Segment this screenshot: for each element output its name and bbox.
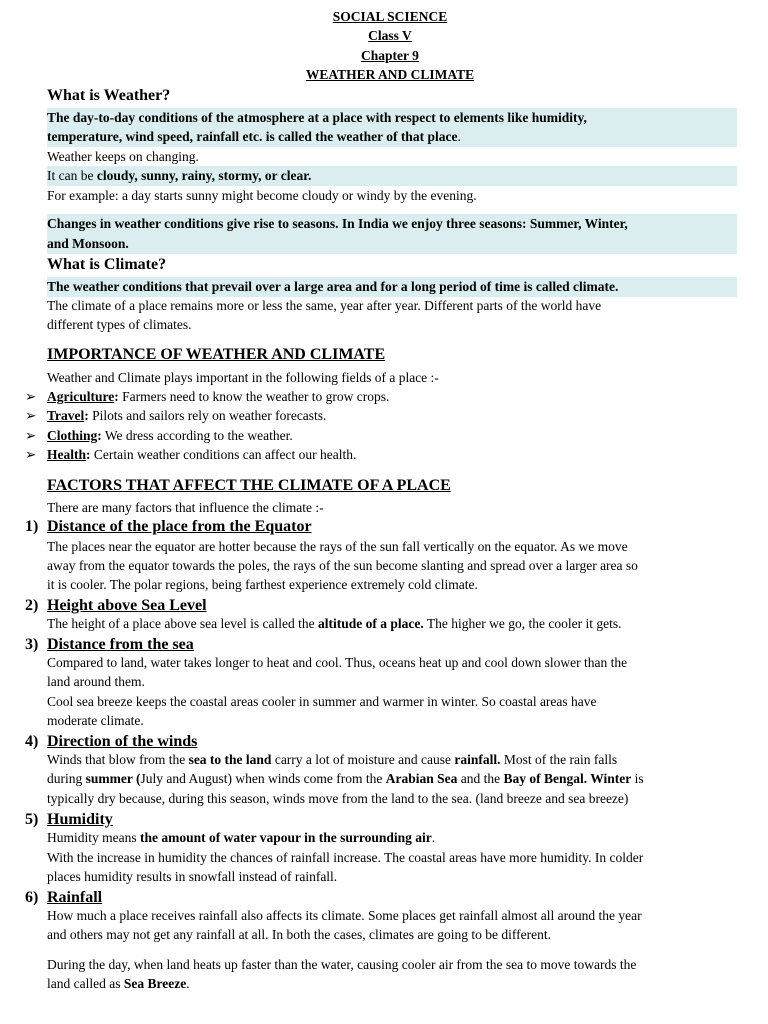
importance-item-agriculture: ➢ Agriculture: Farmers need to know the weather to grow crops. <box>25 387 389 407</box>
factors-heading: FACTORS THAT AFFECT THE CLIMATE OF A PLACE <box>47 477 451 494</box>
sea-breeze-line1: During the day, when land heats up faster than the water, causing cooler air from the sea to move towards the <box>47 957 637 972</box>
climate-desc-line2: different types of climates. <box>47 317 192 332</box>
arrow-bullet-icon: ➢ <box>25 389 37 404</box>
factor-1-heading: 1) Distance of the place from the Equator <box>25 518 312 535</box>
factor-5-heading: 5) Humidity <box>25 811 113 828</box>
arrow-bullet-icon: ➢ <box>25 428 37 443</box>
factor-5-line3: places humidity results in snowfall instead of rainfall. <box>47 869 338 884</box>
factor-2-text: The height of a place above sea level is called the altitude of a place. The higher we go, the cooler it gets. <box>47 616 622 631</box>
chapter-heading: Chapter 9 <box>361 48 419 63</box>
weather-heading: What is Weather? <box>47 87 171 104</box>
factor-2-heading: 2) Height above Sea Level <box>25 597 207 614</box>
factor-6-line2: and others may not get any rainfall at all. In both the cases, climates are going to be different. <box>47 927 551 942</box>
factor-4-heading: 4) Direction of the winds <box>25 733 198 750</box>
factor-3-line2: land around them. <box>47 674 145 689</box>
factor-3-line3: Cool sea breeze keeps the coastal areas cooler in summer and warmer in winter. So coastal areas have <box>47 694 597 709</box>
importance-heading: IMPORTANCE OF WEATHER AND CLIMATE <box>47 346 386 363</box>
weather-definition-line1: The day-to-day conditions of the atmosphere at a place with respect to elements like humidity, <box>47 108 737 128</box>
factor-6-heading: 6) Rainfall <box>25 889 103 906</box>
weather-types: It can be cloudy, sunny, rainy, stormy, or clear. <box>47 166 737 186</box>
factor-4-line3: typically dry because, during this season, winds move from the land to the sea. (land breeze and sea breeze) <box>47 791 629 806</box>
climate-definition: The weather conditions that prevail over a large area and for a long period of time is called climate. <box>47 277 737 297</box>
factor-5-line2: With the increase in humidity the chances of rainfall increase. The coastal areas have more humidity. In colder <box>47 850 644 865</box>
factor-1-line1: The places near the equator are hotter because the rays of the sun fall vertically on the equator. As we move <box>47 539 628 554</box>
importance-item-travel: ➢ Travel: Pilots and sailors rely on weather forecasts. <box>25 406 326 426</box>
factor-1-line2: away from the equator towards the poles, the rays of the sun become slanting and spread over a larger area so <box>47 558 638 573</box>
climate-desc-line1: The climate of a place remains more or less the same, year after year. Different parts of the world have <box>47 298 602 313</box>
class-heading: Class V <box>368 28 412 43</box>
weather-keeps-changing: Weather keeps on changing. <box>47 149 199 164</box>
weather-example: For example: a day starts sunny might become cloudy or windy by the evening. <box>47 188 477 203</box>
arrow-bullet-icon: ➢ <box>25 408 37 423</box>
importance-item-health: ➢ Health: Certain weather conditions can affect our health. <box>25 445 356 465</box>
factor-3-line4: moderate climate. <box>47 713 144 728</box>
importance-intro: Weather and Climate plays important in the following fields of a place :- <box>47 370 439 385</box>
factors-intro: There are many factors that influence the climate :- <box>47 500 324 515</box>
factor-3-line1: Compared to land, water takes longer to heat and cool. Thus, oceans heat up and cool down slower than the <box>47 655 628 670</box>
subject-heading: SOCIAL SCIENCE <box>332 9 448 24</box>
importance-item-clothing: ➢ Clothing: We dress according to the weather. <box>25 426 293 446</box>
factor-1-line3: it is cooler. The polar regions, being farthest experience extremely cold climate. <box>47 577 478 592</box>
factor-4-line2: during summer (July and August) when winds come from the Arabian Sea and the Bay of Bengal. Winter is <box>47 771 644 786</box>
sea-breeze-line2: land called as Sea Breeze. <box>47 976 190 991</box>
weather-definition-line2: temperature, wind speed, rainfall etc. is called the weather of that place. <box>47 127 737 147</box>
climate-heading: What is Climate? <box>47 256 167 273</box>
chapter-title: WEATHER AND CLIMATE <box>305 67 475 82</box>
seasons-line2: and Monsoon. <box>47 234 737 254</box>
factor-3-heading: 3) Distance from the sea <box>25 636 194 653</box>
arrow-bullet-icon: ➢ <box>25 447 37 462</box>
factor-4-line1: Winds that blow from the sea to the land carry a lot of moisture and cause rainfall. Most of the rain falls <box>47 752 618 767</box>
factor-6-line1: How much a place receives rainfall also affects its climate. Some places get rainfall almost all around the year <box>47 908 642 923</box>
seasons-line1: Changes in weather conditions give rise to seasons. In India we enjoy three seasons: Summer, Winter, <box>47 214 737 234</box>
factor-5-line1: Humidity means the amount of water vapour in the surrounding air. <box>47 830 436 845</box>
